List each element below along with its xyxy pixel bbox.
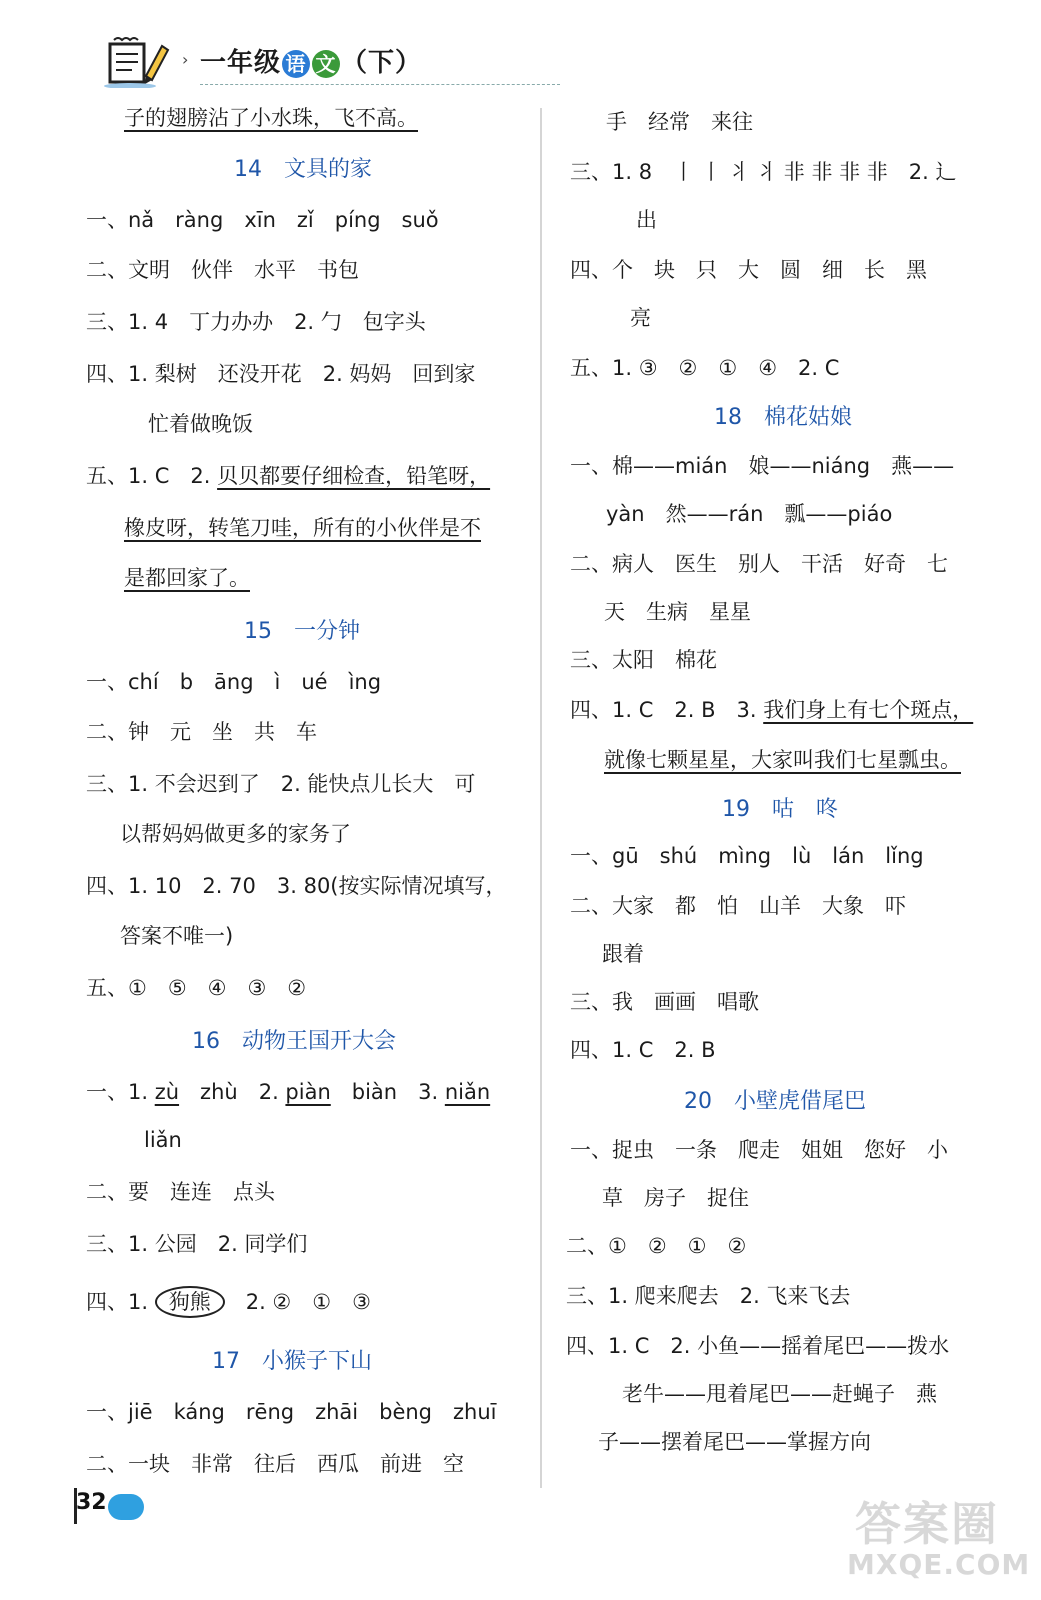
answer-line: 一、nǎ ràng xīn zǐ píng suǒ [86, 208, 439, 232]
answer-line: 二、要 连连 点头 [86, 1180, 275, 1204]
answer-line: 二、① ② ① ② [566, 1234, 747, 1258]
answer-line [86, 1078, 490, 1106]
answer-line: 一、棉——mián 娘——niáng 燕—— [570, 454, 955, 478]
page-number: 32 [76, 1490, 107, 1515]
answer-line: 三、1. 4 丁力办办 2. 勹 包字头 [86, 310, 426, 334]
answer-line: 以帮妈妈做更多的家务了 [120, 822, 351, 846]
header-volume: （下） [341, 48, 423, 78]
header-title [200, 42, 422, 79]
header-rule [200, 84, 560, 85]
answer-prefix: 五、1. C 2. [86, 464, 218, 488]
page-number-decoration [108, 1494, 144, 1520]
answer-line: liǎn [144, 1128, 182, 1152]
answer-prefix: 一、1. [86, 1080, 155, 1104]
answer-line [570, 696, 973, 724]
answer-prefix: 四、1. C 2. B 3. [570, 698, 764, 722]
answer-line: 子——摆着尾巴——掌握方向 [598, 1430, 871, 1454]
answer-line: 是都回家了。 [124, 566, 250, 590]
page-header [100, 30, 470, 90]
answer-line: 三、1. 公园 2. 同学们 [86, 1232, 308, 1256]
lesson-heading-20: 20 小壁虎借尾巴 [684, 1089, 866, 1114]
answer-line: 就像七颗星星，大家叫我们七星瓢虫。 [604, 748, 961, 772]
answer-line: 二、大家 都 怕 山羊 大象 吓 [570, 894, 906, 918]
answer-line: 天 生病 星星 [604, 600, 751, 624]
answer-line: 三、我 画画 唱歌 [570, 990, 759, 1014]
answer-line: yàn 然——rán 瓢——piáo [606, 502, 893, 526]
answer-line: 一、chí b āng ì ué ìng [86, 670, 382, 694]
answer-line: 四、个 块 只 大 圆 细 长 黑 [570, 258, 927, 282]
answer-line: 一、jiē káng rēng zhāi bèng zhuī [86, 1400, 497, 1424]
header-badge-wen: 文 [312, 50, 340, 78]
watermark-top: 答案圈 [855, 1497, 999, 1551]
answer-prefix: 四、1. [86, 1290, 155, 1314]
answer-line: 子的翅膀沾了小水珠，飞不高。 [124, 106, 418, 130]
header-arrow-icon: › [182, 50, 189, 69]
answer-line: 三、1. 爬来爬去 2. 飞来飞去 [566, 1284, 851, 1308]
answer-line: 老牛——甩着尾巴——赶蝇子 燕 [622, 1382, 937, 1406]
underlined-answer: niǎn [444, 1080, 491, 1104]
answer-line: 五、1. ③ ② ① ④ 2. C [570, 356, 840, 380]
answer-line: 四、1. C 2. B [570, 1038, 716, 1062]
lesson-heading-19: 19 咕 咚 [722, 797, 838, 822]
answer-line: 二、一块 非常 往后 西瓜 前进 空 [86, 1452, 464, 1476]
answer-line: 三、太阳 棉花 [570, 648, 717, 672]
answer-text: 2. ② ① ③ [224, 1290, 371, 1314]
watermark-bottom: MXQE.COM [847, 1548, 1031, 1581]
answer-line: 三、1. 不会迟到了 2. 能快点儿长大 可 [86, 772, 476, 796]
answer-line: 草 房子 捉住 [602, 1186, 749, 1210]
answer-line: 四、1. 10 2. 70 3. 80(按实际情况填写， [86, 874, 507, 898]
answer-line: 橡皮呀，转笔刀哇，所有的小伙伴是不 [124, 516, 481, 540]
answer-line: 四、1. 梨树 还没开花 2. 妈妈 回到家 [86, 362, 476, 386]
lesson-heading-14: 14 文具的家 [234, 157, 372, 182]
answer-line: 三、1. 8 丨 丨 丬 丬 非 非 非 非 2. 辶 [570, 160, 957, 184]
answer-line: 出 [636, 208, 657, 232]
answer-line: 一、捉虫 一条 爬走 姐姐 您好 小 [570, 1138, 948, 1162]
answer-line: 跟着 [602, 942, 644, 966]
lesson-heading-17: 17 小猴子下山 [212, 1349, 372, 1374]
answer-line: 二、文明 伙伴 水平 书包 [86, 258, 359, 282]
answer-line: 二、病人 医生 别人 干活 好奇 七 [570, 552, 948, 576]
underlined-answer: 我们身上有七个斑点， [763, 698, 974, 722]
column-divider [540, 108, 542, 1488]
answer-text: biàn 3. [330, 1080, 445, 1104]
answer-line: 手 经常 来往 [606, 110, 753, 134]
answer-line: 忙着做晚饭 [148, 412, 253, 436]
answer-line: 答案不唯一) [120, 924, 234, 948]
answer-line: 亮 [630, 306, 651, 330]
answer-line: 二、钟 元 坐 共 车 [86, 720, 317, 744]
answer-line [86, 462, 490, 490]
answer-text: zhù 2. [179, 1080, 286, 1104]
answer-line [86, 1286, 371, 1318]
underlined-answer: 贝贝都要仔细检查，铅笔呀， [217, 464, 491, 488]
watermark-logo [845, 1488, 1031, 1588]
underlined-answer: zù [154, 1080, 180, 1104]
underlined-answer: piàn [285, 1080, 331, 1104]
notebook-pencil-icon [100, 36, 172, 88]
lesson-heading-18: 18 棉花姑娘 [714, 405, 852, 430]
header-grade: 一年级 [200, 48, 282, 78]
answer-line: 四、1. C 2. 小鱼——摇着尾巴——拨水 [566, 1334, 950, 1358]
header-badge-yu: 语 [282, 50, 310, 78]
lesson-heading-15: 15 一分钟 [244, 619, 360, 644]
answer-line: 一、gū shú mìng lù lán lǐng [570, 844, 924, 868]
lesson-heading-16: 16 动物王国开大会 [192, 1029, 396, 1054]
answer-line: 五、① ⑤ ④ ③ ② [86, 976, 307, 1000]
circled-answer: 狗熊 [155, 1286, 225, 1318]
